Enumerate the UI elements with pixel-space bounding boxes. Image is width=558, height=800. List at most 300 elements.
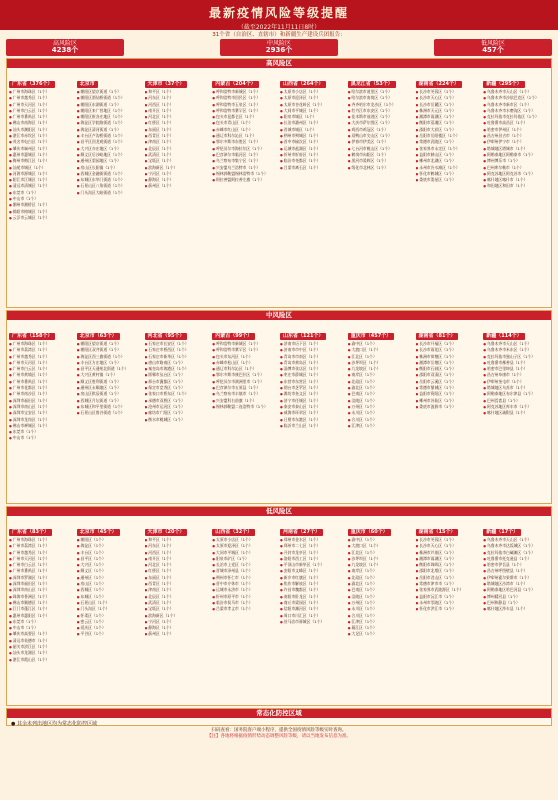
area-list-item: ● 巴彦淖尔市临河区（1个）: [212, 152, 278, 158]
area-list-item: ● 深圳市宝安区（1个）: [9, 410, 75, 416]
area-list-item: ● 锡林郭勒盟锡林浩特市（1个）: [212, 171, 278, 177]
area-list-item: ● 长治市潞州区（1个）: [280, 120, 346, 126]
area-list-item: ● 昌吉州呼图壁县（1个）: [483, 568, 549, 574]
province-column: [348, 322, 414, 442]
area-list-item: ● 邵阳市双清区（1个）: [416, 372, 482, 378]
area-list-item: ● 沧州市运河区（1个）: [145, 404, 211, 410]
area-list-item: ● 大兴区黄村镇（1个）: [77, 372, 143, 378]
area-list-item: ● 娄底市涟源市（1个）: [416, 404, 482, 410]
area-list-item: ● 和田地区和田市（1个）: [483, 183, 549, 189]
province-column: [212, 322, 278, 442]
area-list-item: ● 涪陵区（1个）: [348, 398, 414, 404]
area-list-item: ● 朝阳区来广营地区（1个）: [77, 108, 143, 114]
section-medium-risk: [6, 310, 552, 504]
area-list-item: ● 阳泉市城区（1个）: [280, 114, 346, 120]
area-list-item: ● 保定市竞秀区（1个）: [145, 385, 211, 391]
area-list-item: ● 岳阳市云溪区（1个）: [416, 379, 482, 385]
area-list-item: ● 伊犁州伊宁市（1个）: [483, 139, 549, 145]
area-list-item: ● 门头沟区（1个）: [77, 606, 143, 612]
area-list-item: ● 永川区（1个）: [348, 410, 414, 416]
area-list-item: ● 克拉玛依市白碱滩区（1个）: [483, 550, 549, 556]
area-list-item: ● 临汾市尧都区（1个）: [280, 158, 346, 164]
area-list-item: ● 大渡口区（1个）: [348, 347, 414, 353]
area-list-item: ● 房山区长阳镇（1个）: [77, 165, 143, 171]
area-list-item: ● 塔城地区沙湾市（1个）: [483, 581, 549, 587]
area-list-item: ● 阿克苏地区库车市（1个）: [483, 404, 549, 410]
area-list-item: ● 喀什地区喀什市（1个）: [483, 177, 549, 183]
section-columns: [7, 516, 551, 663]
area-list-item: ● 乌鲁木齐市米东区（1个）: [483, 347, 549, 353]
area-list-item: ● 朝阳区崔各庄地区（1个）: [77, 114, 143, 120]
area-list-item: ● 赤峰市松山区（1个）: [212, 360, 278, 366]
area-list-item: ● 益阳市沅江市（1个）: [416, 594, 482, 600]
area-list-item: ● 东莞市（1个）: [9, 429, 75, 435]
area-list-item: ● 汕尾市城区（1个）: [9, 165, 75, 171]
area-list-item: ● 东城区东华门街道（1个）: [77, 177, 143, 183]
province-column: [9, 70, 75, 221]
area-list-item: ● 珠海市香洲区（1个）: [9, 594, 75, 600]
area-list-item: ● 清远市清城区（1个）: [9, 183, 75, 189]
area-list-item: ● 密云区（1个）: [77, 619, 143, 625]
area-list-item: ● 滨海新区（1个）: [145, 165, 211, 171]
area-list-item: ● 广州市荔湾区（1个）: [9, 347, 75, 353]
province-label: 山东省（121个）: [280, 333, 326, 340]
area-list-item: ● 长沙市天心区（1个）: [416, 95, 482, 101]
total-high: [6, 39, 124, 56]
area-list-item: ● 通辽市科尔沁区（1个）: [212, 133, 278, 139]
area-list-item: ● 济宁市任城区（1个）: [280, 398, 346, 404]
area-list-item: ● 廊坊市广阳区（1个）: [145, 410, 211, 416]
area-list-item: ● 宁河区（1个）: [145, 171, 211, 177]
area-list-item: ● 广州市白云区（1个）: [9, 562, 75, 568]
area-list-item: ● 乌兰察布市集宁区（1个）: [212, 158, 278, 164]
area-list-item: ● 佛山市禅城区（1个）: [9, 423, 75, 429]
area-list-item: ● 江北区（1个）: [348, 354, 414, 360]
area-list-item: ● 兴安盟乌兰浩特市（1个）: [212, 165, 278, 171]
page-subtitle: （截至2022年11月11日8时）: [237, 24, 321, 31]
area-list-item: ● 深圳市南山区（1个）: [9, 404, 75, 410]
area-list-item: ● 石景山区鲁谷街道（1个）: [77, 410, 143, 416]
area-list-item: ● 大同市平城区（1个）: [280, 108, 346, 114]
area-list-item: ● 郑州市金水区（1个）: [280, 537, 346, 543]
area-list-item: ● 开封市龙亭区（1个）: [280, 550, 346, 556]
area-list-item: ● 海淀区西三旗街道（1个）: [77, 354, 143, 360]
area-list-item: ● 东城区（1个）: [77, 594, 143, 600]
area-list-item: ● 北辰区（1个）: [145, 594, 211, 600]
area-list-item: ● 乌鲁木齐市天山区（1个）: [483, 89, 549, 95]
area-list-item: ● 晋城市城区（1个）: [280, 127, 346, 133]
province-label: 山西省（264个）: [280, 81, 326, 88]
area-list-item: ● 常德市武陵区（1个）: [416, 139, 482, 145]
area-list-item: ● 鸡西市鸡冠区（1个）: [348, 127, 414, 133]
area-list-item: ● 深圳市龙岗区（1个）: [9, 417, 75, 423]
province-column: [145, 70, 211, 221]
area-list-item: ● 阿勒泰地区哈巴河县（1个）: [483, 587, 549, 593]
area-list-item: ● 平谷区（1个）: [77, 631, 143, 637]
area-list-item: ● 呼和浩特市玉泉区（1个）: [212, 102, 278, 108]
province-label: 天津市（20个）: [145, 529, 188, 536]
area-list-item: ● 衡阳市石鼓区（1个）: [416, 366, 482, 372]
area-list-item: ● 乌兰察布市丰镇市（1个）: [212, 391, 278, 397]
area-list-item: ● 呼和浩特市新城区（1个）: [212, 89, 278, 95]
area-list-item: ● 哈密市伊吾县（1个）: [483, 562, 549, 568]
area-list-item: ● 南岸区（1个）: [348, 372, 414, 378]
province-label: 天津市（37个）: [145, 81, 188, 88]
province-label: 广东省（376个）: [9, 81, 55, 88]
area-list-item: ● 西青区（1个）: [145, 133, 211, 139]
area-list-item: ● 伊犁州奎屯市（1个）: [483, 379, 549, 385]
province-column: [483, 70, 549, 221]
province-column: [145, 322, 211, 442]
area-list-item: ● 深圳市罗湖区（1个）: [9, 575, 75, 581]
area-list-item: ● 太原市迎泽区（1个）: [280, 95, 346, 101]
area-list-item: ● 锡林郭勒盟二连浩特市（1个）: [212, 404, 278, 410]
area-list-item: ● 湛江市赤坎区（1个）: [9, 133, 75, 139]
province-label: 重庆市（457个）: [348, 333, 394, 340]
section-normal: [6, 708, 552, 726]
area-list-item: ● 朔州市朔城区（1个）: [280, 133, 346, 139]
area-list-item: ● 綦江区（1个）: [348, 625, 414, 631]
section-title: 常态化防控区域: [7, 709, 551, 718]
area-list-item: ● 涪陵区（1个）: [348, 594, 414, 600]
area-list-item: ● 深圳市福田区（1个）: [9, 581, 75, 587]
area-list-item: ● 延庆区（1个）: [77, 625, 143, 631]
province-label: 内蒙古（99个）: [212, 333, 255, 340]
area-list-item: ● 包头市昆都仑区（1个）: [212, 114, 278, 120]
area-list-item: ● 深圳市福田区（1个）: [9, 398, 75, 404]
area-list-item: ● 呼和浩特市赛罕区（1个）: [212, 347, 278, 353]
area-list-item: ● 中山市（1个）: [9, 435, 75, 441]
area-list-item: ● 伊春市伊美区（1个）: [348, 139, 414, 145]
area-list-item: ● 渝中区（1个）: [348, 341, 414, 347]
area-list-item: ● 静海区（1个）: [145, 625, 211, 631]
area-list-item: ● 河北区（1个）: [145, 114, 211, 120]
area-list-item: ● 伊犁州霍尔果斯市（1个）: [483, 575, 549, 581]
area-list-item: ● 津南区（1个）: [145, 587, 211, 593]
province-label: 湖南省（81个）: [416, 333, 459, 340]
area-list-item: ● 临沂市兰山区（1个）: [280, 423, 346, 429]
area-list-item: ● 昌吉州阜康市（1个）: [483, 372, 549, 378]
area-list-item: ● 巴州焉耆县（1个）: [483, 398, 549, 404]
area-list-item: ● 广州市荔湾区（1个）: [9, 543, 75, 549]
area-list-item: ● 怀柔区（1个）: [77, 613, 143, 619]
area-list-item: ● 郴州市北湖区（1个）: [416, 158, 482, 164]
area-list-item: ● 汕头市潮阳区（1个）: [9, 127, 75, 133]
area-list-item: ● 朝阳区（1个）: [77, 537, 143, 543]
area-list-item: ● 安阳市文峰区（1个）: [280, 568, 346, 574]
area-list-item: ● 长沙市雨花区（1个）: [416, 347, 482, 353]
province-column: [483, 322, 549, 442]
area-list-item: ● 北辰区（1个）: [145, 146, 211, 152]
area-list-item: ● 韶关市浈江区（1个）: [9, 644, 75, 650]
area-list-item: ● 通州区梨园地区（1个）: [77, 158, 143, 164]
area-list-item: ● 广州市白云区（1个）: [9, 108, 75, 114]
area-list-item: ● 塔城地区乌苏市（1个）: [483, 385, 549, 391]
area-list-item: ● 潍坊市奎文区（1个）: [280, 391, 346, 397]
area-list-item: ● 牡丹江市东安区（1个）: [348, 108, 414, 114]
area-list-item: ● 中山市（1个）: [9, 625, 75, 631]
province-label: 新疆（295个）: [483, 81, 524, 88]
section-title: 低风险区: [7, 507, 551, 516]
area-list-item: ● 广州市天河区（1个）: [9, 102, 75, 108]
area-list-item: ● 渝北区（1个）: [348, 581, 414, 587]
area-list-item: ● 喀什地区莎车县（1个）: [483, 606, 549, 612]
area-list-item: ● 双鸭山市尖山区（1个）: [348, 133, 414, 139]
area-list-item: ● 吐鲁番市高昌区（1个）: [483, 120, 549, 126]
area-list-item: ● 邯郸市丛台区（1个）: [145, 372, 211, 378]
area-list-item: ● 信阳市浉河区（1个）: [280, 606, 346, 612]
area-list-item: ● 昌平区回龙观街道（1个）: [77, 139, 143, 145]
area-list-item: ● 绥化市北林区（1个）: [348, 165, 414, 171]
area-list-item: ● 巴彦淖尔市五原县（1个）: [212, 385, 278, 391]
area-list-item: ● 哈尔滨市道里区（1个）: [348, 89, 414, 95]
area-list-item: ● 广州市越秀区（1个）: [9, 95, 75, 101]
area-list-item: ● 东城区和平里街道（1个）: [77, 404, 143, 410]
area-list-item: ● 张家口市桥东区（1个）: [145, 391, 211, 397]
area-list-item: ● 博州精河县（1个）: [483, 594, 549, 600]
area-list-item: ● 赤峰市红山区（1个）: [212, 127, 278, 133]
area-list-item: ● 西城区（1个）: [77, 587, 143, 593]
area-list-item: ● 万州区（1个）: [348, 600, 414, 606]
footer: [6, 728, 552, 740]
area-list-item: ● 佛山市南海区（1个）: [9, 120, 75, 126]
area-list-item: ● 泰安市泰山区（1个）: [280, 404, 346, 410]
area-list-item: ● 日照市东港区（1个）: [280, 417, 346, 423]
area-list-item: ● 岳阳市岳阳楼区（1个）: [416, 133, 482, 139]
area-list-item: ● 广州市黄埔区（1个）: [9, 372, 75, 378]
area-list-item: ● 通辽市科尔沁区（1个）: [212, 366, 278, 372]
area-list-item: ● 昌平区天通苑北街道（1个）: [77, 366, 143, 372]
area-list-item: ● 包头市东河区（1个）: [212, 354, 278, 360]
province-label: 内蒙古（204个）: [212, 81, 258, 88]
area-list-item: ● 阿勒泰地区布尔津县（1个）: [483, 391, 549, 397]
area-list-item: ● 淄博市张店区（1个）: [280, 366, 346, 372]
province-label: 广东省（158个）: [9, 333, 55, 340]
area-list-item: ● 衡阳市珠晖区（1个）: [416, 562, 482, 568]
area-list-item: ● 房山区拱辰街道（1个）: [77, 391, 143, 397]
area-list-item: ● 株洲市荷塘区（1个）: [416, 354, 482, 360]
area-list-item: ● 大渡口区（1个）: [348, 543, 414, 549]
area-list-item: ● 广州市天河区（1个）: [9, 360, 75, 366]
area-list-item: ● 株洲市芦淞区（1个）: [416, 550, 482, 556]
area-list-item: ● 黑河市爱辉区（1个）: [348, 158, 414, 164]
area-list-item: ● 昌平区（1个）: [77, 556, 143, 562]
area-list-item: ● 益阳市赫山区（1个）: [416, 152, 482, 158]
area-list-item: ● 乌鲁木齐市水磨沟区（1个）: [483, 108, 549, 114]
normal-text: ● 其余未列出地区均为常态化防控区域: [11, 721, 97, 727]
area-list-item: ● 吐鲁番市托克逊县（1个）: [483, 556, 549, 562]
area-list-item: ● 肇庆市高要区（1个）: [9, 631, 75, 637]
area-list-item: ● 哈密市巴里坤县（1个）: [483, 366, 549, 372]
area-list-item: ● 秦皇岛市海港区（1个）: [145, 366, 211, 372]
area-list-item: ● 湛江市霞山区（1个）: [9, 657, 75, 663]
area-list-item: ● 平顶山市新华区（1个）: [280, 562, 346, 568]
area-list-item: ● 丰台区（1个）: [77, 550, 143, 556]
area-list-item: ● 长沙市岳麓区（1个）: [416, 102, 482, 108]
total-high-value: 4238个: [51, 46, 79, 54]
area-list-item: ● 沙坪坝区（1个）: [348, 360, 414, 366]
area-list-item: ● 大同市平城区（1个）: [212, 550, 278, 556]
area-list-item: ● 海淀区学院路街道（1个）: [77, 120, 143, 126]
area-list-item: ● 门头沟区大峪街道（1个）: [77, 190, 143, 196]
total-high-label: 高风险区: [52, 40, 77, 47]
area-list-item: ● 江门市蓬江区（1个）: [9, 606, 75, 612]
area-list-item: ● 乌鲁木齐市天山区（1个）: [483, 537, 549, 543]
area-list-item: ● 邵阳市北塔区（1个）: [416, 568, 482, 574]
area-list-item: ● 河西区（1个）: [145, 102, 211, 108]
area-list-item: ● 蓟州区（1个）: [145, 631, 211, 637]
area-list-item: ● 佳木斯市前进区（1个）: [348, 114, 414, 120]
area-list-item: ● 丰台区方庄地区（1个）: [77, 360, 143, 366]
area-list-item: ● 茂名市电白区（1个）: [9, 139, 75, 145]
province-label: 河南省（27个）: [280, 529, 323, 536]
area-list-item: ● 朔州市怀仁市（1个）: [212, 575, 278, 581]
area-list-item: ● 忻州市忻府区（1个）: [280, 152, 346, 158]
area-list-item: ● 呼和浩特市回民区（1个）: [212, 95, 278, 101]
area-list-item: ● 广州市番禺区（1个）: [9, 114, 75, 120]
area-list-item: ● 海淀区清河街道（1个）: [77, 127, 143, 133]
area-list-item: ● 宝坻区（1个）: [145, 606, 211, 612]
area-list-item: ● 乌鲁木齐市沙依巴克区（1个）: [483, 95, 549, 101]
area-list-item: ● 石景山区（1个）: [77, 600, 143, 606]
area-list-item: ● 哈密市伊州区（1个）: [483, 127, 549, 133]
area-list-item: ● 顺义区后沙峪地区（1个）: [77, 152, 143, 158]
province-column: [77, 322, 143, 442]
area-list-item: ● 晋中市榆次区（1个）: [280, 139, 346, 145]
province-label: 北京市（45个）: [77, 529, 120, 536]
area-list-item: ● 济南市市中区（1个）: [280, 347, 346, 353]
area-list-item: ● 广州市番禺区（1个）: [9, 379, 75, 385]
area-list-item: ● 石家庄市长安区（1个）: [145, 341, 211, 347]
area-list-item: ● 怀化市鹤城区（1个）: [416, 171, 482, 177]
area-list-item: ● 南岸区（1个）: [348, 568, 414, 574]
area-list-item: ● 广州市海珠区（1个）: [9, 537, 75, 543]
province-column: [280, 70, 346, 221]
area-list-item: ● 青岛市黄岛区（1个）: [280, 360, 346, 366]
area-list-item: ● 枣庄市薛城区（1个）: [280, 372, 346, 378]
area-list-item: ● 石家庄市新华区（1个）: [145, 354, 211, 360]
area-list-item: ● 怀化市洪江市（1个）: [416, 606, 482, 612]
area-list-item: ● 石家庄市桥西区（1个）: [145, 347, 211, 353]
area-list-item: ● 运城市盐湖区（1个）: [280, 146, 346, 152]
area-list-item: ● 巴州和静县（1个）: [483, 600, 549, 606]
area-list-item: ● 红桥区（1个）: [145, 568, 211, 574]
area-list-item: ● 许昌市魏都区（1个）: [280, 587, 346, 593]
province-label: 广东省（83个）: [9, 529, 52, 536]
area-list-item: ● 广州市海珠区（1个）: [9, 89, 75, 95]
province-column: [416, 322, 482, 442]
area-list-item: ● 齐齐哈尔市龙沙区（1个）: [348, 102, 414, 108]
area-list-item: ● 哈尔滨市南岗区（1个）: [348, 95, 414, 101]
area-list-item: ● 西青区（1个）: [145, 581, 211, 587]
area-list-item: ● 克拉玛依市独山子区（1个）: [483, 354, 549, 360]
report-note: 31个省（自治区、直辖市）和新疆生产建设兵团报告：: [212, 32, 346, 38]
province-label: 湖南省（15个）: [416, 529, 459, 536]
section-title: 中风险区: [7, 311, 551, 320]
area-list-item: ● 西城区金融街街道（1个）: [77, 171, 143, 177]
area-list-item: ● 乌鲁木齐市新市区（1个）: [483, 102, 549, 108]
area-list-item: ● 朝阳区望京街道（1个）: [77, 89, 143, 95]
area-list-item: ● 忻州市原平市（1个）: [212, 594, 278, 600]
area-list-item: ● 阳江市江城区（1个）: [9, 177, 75, 183]
area-list-item: ● 七台河市桃山区（1个）: [348, 146, 414, 152]
area-list-item: ● 朝阳区望京街道（1个）: [77, 341, 143, 347]
area-list-item: ● 新乡市红旗区（1个）: [280, 575, 346, 581]
area-list-item: ● 包头市青山区（1个）: [212, 120, 278, 126]
area-list-item: ● 邢台市襄都区（1个）: [145, 379, 211, 385]
area-list-item: ● 九龙坡区（1个）: [348, 366, 414, 372]
area-list-item: ● 昌吉州昌吉市（1个）: [483, 133, 549, 139]
area-list-item: ● 益阳市资阳区（1个）: [416, 391, 482, 397]
area-list-item: ● 宁河区（1个）: [145, 619, 211, 625]
area-list-item: ● 威海市环翠区（1个）: [280, 410, 346, 416]
area-list-item: ● 北碚区（1个）: [348, 379, 414, 385]
area-list-item: ● 宝坻区（1个）: [145, 158, 211, 164]
area-list-item: ● 驻马店市驿城区（1个）: [280, 619, 346, 625]
section-columns: [7, 320, 551, 442]
area-list-item: ● 邵阳市大祥区（1个）: [416, 127, 482, 133]
area-list-item: ● 长沙市开福区（1个）: [416, 341, 482, 347]
area-list-item: ● 临汾市侯马市（1个）: [212, 600, 278, 606]
area-list-item: ● 中山市（1个）: [9, 196, 75, 202]
area-list-item: ● 乌鲁木齐市天山区（1个）: [483, 341, 549, 347]
area-list-item: ● 潮州市湘桥区（1个）: [9, 202, 75, 208]
area-list-item: ● 太原市迎泽区（1个）: [212, 543, 278, 549]
area-list-item: ● 张家界市永定区（1个）: [416, 146, 482, 152]
area-list-item: ● 大兴区亦庄地区（1个）: [77, 146, 143, 152]
area-list-item: ● 呼伦贝尔市满洲里市（1个）: [212, 379, 278, 385]
area-list-item: ● 巴州库尔勒市（1个）: [483, 165, 549, 171]
province-column: [483, 518, 549, 663]
area-list-item: ● 津南区（1个）: [145, 139, 211, 145]
area-list-item: ● 万州区（1个）: [348, 404, 414, 410]
province-label: 山西省（32个）: [212, 529, 255, 536]
section-low-risk: [6, 506, 552, 706]
area-list-item: ● 南阳市卧龙区（1个）: [280, 594, 346, 600]
province-column: [416, 70, 482, 221]
area-list-item: ● 株洲市天元区（1个）: [416, 108, 482, 114]
area-list-item: ● 滨海新区（1个）: [145, 613, 211, 619]
title-banner: [0, 0, 558, 30]
area-list-item: ● 巴南区（1个）: [348, 391, 414, 397]
area-list-item: ● 静海区（1个）: [145, 177, 211, 183]
province-column: [145, 518, 211, 663]
province-column: [77, 70, 143, 221]
area-list-item: ● 河源市源城区（1个）: [9, 171, 75, 177]
area-list-item: ● 朝阳区双井街道（1个）: [77, 347, 143, 353]
area-list-item: ● 红桥区（1个）: [145, 120, 211, 126]
area-list-item: ● 合川区（1个）: [348, 417, 414, 423]
province-label: 河北省（95个）: [145, 333, 188, 340]
province-column: [416, 518, 482, 663]
area-list-item: ● 晋城市泽州县（1个）: [212, 568, 278, 574]
area-list-item: ● 南开区（1个）: [145, 108, 211, 114]
area-list-item: ● 惠州市惠城区（1个）: [9, 152, 75, 158]
area-list-item: ● 广州市白云区（1个）: [9, 366, 75, 372]
area-list-item: ● 吕梁市孝义市（1个）: [212, 606, 278, 612]
area-list-item: ● 长沙市天心区（1个）: [416, 543, 482, 549]
area-list-item: ● 常德市津市市（1个）: [416, 581, 482, 587]
province-label: 新疆（114个）: [483, 333, 524, 340]
area-list-item: ● 广州市海珠区（1个）: [9, 341, 75, 347]
total-medium-value: 2936个: [265, 46, 293, 54]
area-list-item: ● 湘潭市雨湖区（1个）: [416, 114, 482, 120]
area-list-item: ● 太原市小店区（1个）: [280, 89, 346, 95]
area-list-item: ● 周口市川汇区（1个）: [280, 613, 346, 619]
area-list-item: ● 岳阳市君山区（1个）: [416, 575, 482, 581]
total-low-value: 457个: [482, 46, 504, 54]
area-list-item: ● 晋中市介休市（1个）: [212, 581, 278, 587]
